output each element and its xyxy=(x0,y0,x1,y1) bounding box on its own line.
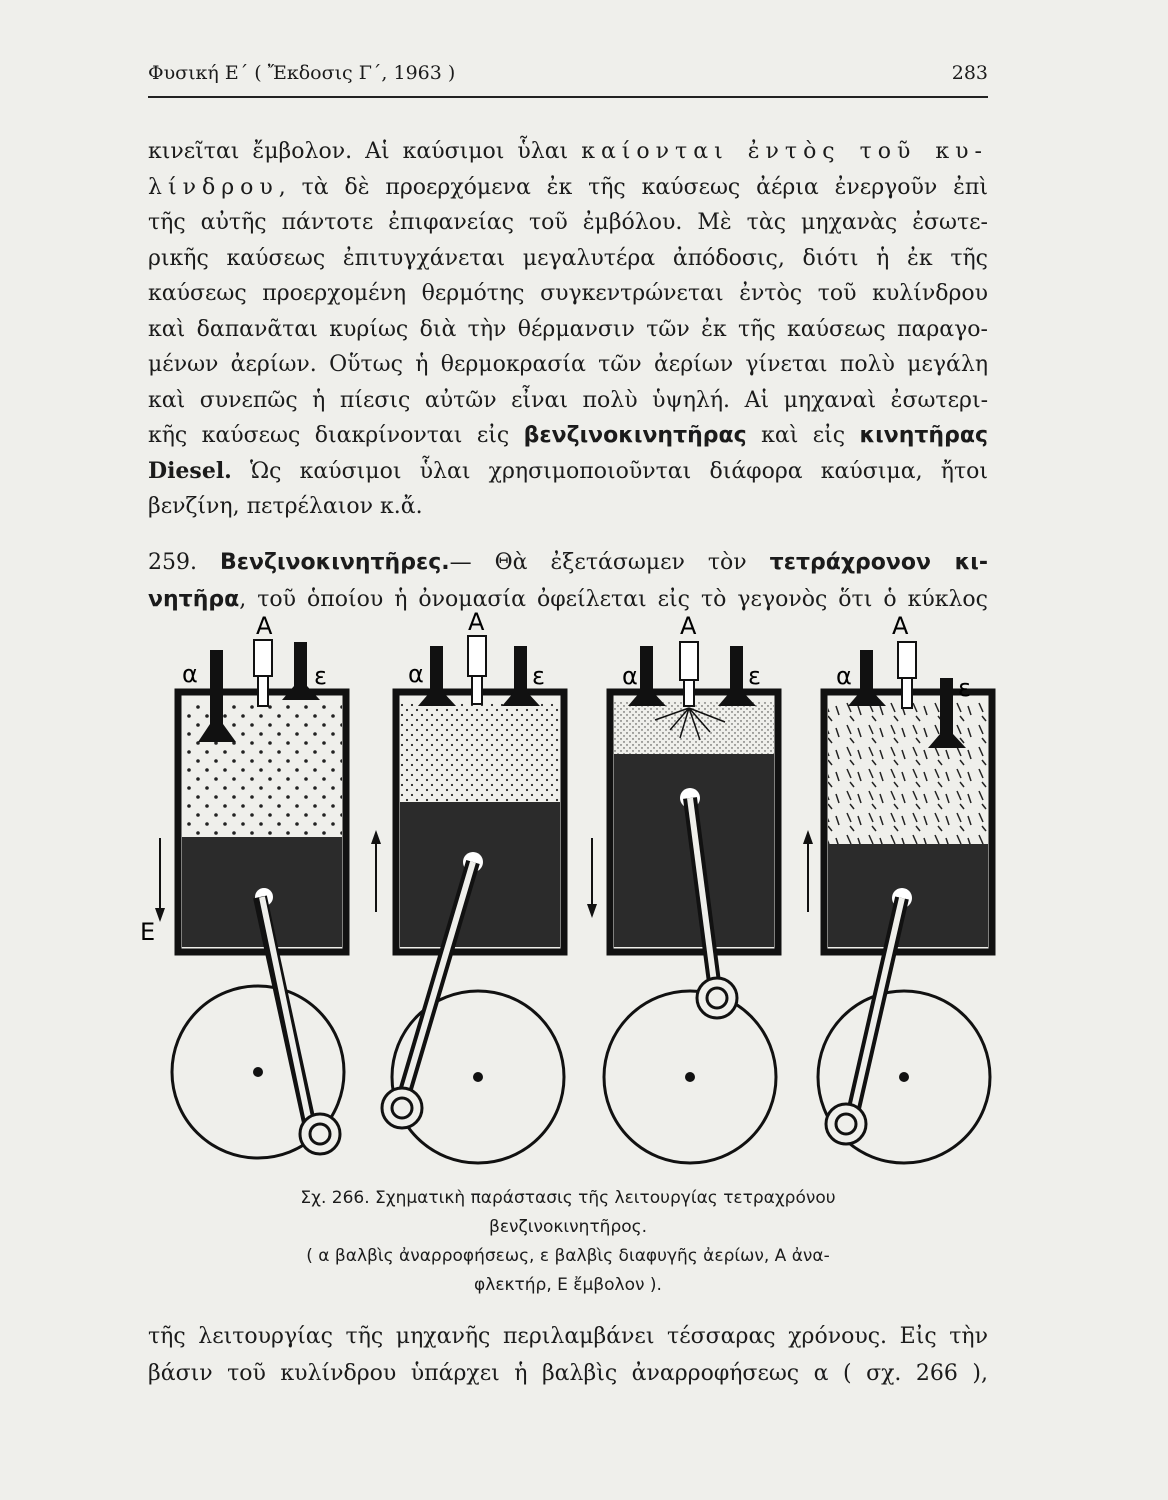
four-stroke-engine-diagram xyxy=(140,612,1000,1182)
figure-caption xyxy=(148,1184,988,1300)
text-line: μένων ἀερίων. Οὕτως ἡ θερμοκρασία τῶν ἀερίων γίνεται πολὺ μεγάλη xyxy=(148,352,988,377)
running-title: Φυσική Ε΄ ( Ἔκδοσις Γ΄, 1963 ) xyxy=(148,62,456,84)
label-exhaust-valve-3: ε xyxy=(748,662,761,690)
label-piston: Ε xyxy=(140,918,156,946)
label-spark-plug-1: A xyxy=(256,612,273,640)
running-header xyxy=(148,62,988,84)
label-exhaust-valve-2: ε xyxy=(532,662,545,690)
label-spark-plug-3: A xyxy=(680,612,697,640)
caption-line: βενζινοκινητῆρος. xyxy=(488,1217,648,1237)
section-heading-line: 259. Βενζινοκινητῆρες.— Θὰ ἐξετάσωμεν τὸν τετράχρονον κι- xyxy=(148,550,988,575)
label-spark-plug-2: A xyxy=(468,612,485,636)
text-line: βενζίνη, πετρέλαιον κ.ἄ. xyxy=(148,494,423,519)
caption-line: Σχ. 266. Σχηματικὴ παράστασις τῆς λειτουργίας τετραχρόνου xyxy=(300,1188,836,1208)
label-exhaust-valve-1: ε xyxy=(314,662,327,690)
emphasis-text: λίνδρου xyxy=(148,174,279,200)
cylinder-power xyxy=(587,642,778,1163)
label-intake-valve-1: α xyxy=(182,660,198,688)
text-line: Diesel. Ὡς καύσιμοι ὗλαι χρησιμοποιοῦνται διάφορα καύσιμα, ἤτοι xyxy=(148,457,988,484)
section-paragraph xyxy=(148,544,988,618)
section-number: 259. xyxy=(148,550,197,575)
text-line: τῆς λειτουργίας τῆς μηχανῆς περιλαμβάνει τέσσαρας χρόνους. Εἰς τὴν xyxy=(148,1324,988,1349)
cylinder-exhaust xyxy=(803,642,992,1163)
label-intake-valve-2: α xyxy=(408,660,424,688)
label-spark-plug-4: A xyxy=(892,612,909,640)
term-engine: νητῆρα xyxy=(148,587,240,612)
text-line: λίνδρου, τὰ δὲ προερχόμενα ἐκ τῆς καύσεως ἀέρια ἐνεργοῦν ἐπὶ xyxy=(148,174,988,200)
caption-line: ( α βαλβὶς ἀναρροφήσεως, ε βαλβὶς διαφυγῆς ἀερίων, Α ἀνα- xyxy=(306,1246,830,1266)
page-number: 283 xyxy=(951,62,988,84)
text-line: τῆς αὐτῆς πάντοτε ἐπιφανείας τοῦ ἐμβόλου. Μὲ τὰς μηχανὰς ἐσωτε- xyxy=(148,210,988,235)
text-line: καύσεως προερχομένη θερμότης συγκεντρώνεται ἐντὸς τοῦ κυλίνδρου xyxy=(148,281,988,306)
text-line: βάσιν τοῦ κυλίνδρου ὑπάρχει ἡ βαλβὶς ἀναρροφήσεως α ( σχ. 266 ), xyxy=(148,1361,988,1386)
header-rule xyxy=(148,96,988,98)
emphasis-text: καίονται ἐντὸς τοῦ κυ- xyxy=(581,139,988,164)
caption-line: φλεκτήρ, Ε ἔμβολον ). xyxy=(474,1275,662,1295)
text-line: καὶ συνεπῶς ἡ πίεσις αὐτῶν εἶναι πολὺ ὑψηλή. Αἱ μηχαναὶ ἐσωτερι- xyxy=(148,387,988,413)
section-title: Βενζινοκινητῆρες. xyxy=(219,550,450,575)
bottom-paragraph xyxy=(148,1318,988,1392)
cylinder-compression xyxy=(371,636,564,1163)
term-engines: κινητῆρας xyxy=(859,423,989,448)
text-line: καὶ δαπανᾶται κυρίως διὰ τὴν θέρμανσιν τῶν ἐκ τῆς καύσεως παραγο- xyxy=(148,316,988,342)
cylinder-intake xyxy=(155,640,346,1158)
label-intake-valve-3: α xyxy=(622,662,638,690)
term-petrol-engines: βενζινοκινητῆρας xyxy=(523,423,747,448)
label-intake-valve-4: α xyxy=(836,662,852,690)
text-line: ρικῆς καύσεως ἐπιτυγχάνεται μεγαλυτέρα ἀπόδοσις, διότι ἡ ἐκ τῆς xyxy=(148,245,988,271)
body-paragraph xyxy=(148,134,988,525)
term-diesel: Diesel. xyxy=(148,457,232,484)
text-line: κῆς καύσεως διακρίνονται εἰς βενζινοκινητῆρας καὶ εἰς κινητῆρας xyxy=(148,423,989,448)
label-exhaust-valve-4: ε xyxy=(958,674,971,702)
term-four-stroke: τετράχρονον κι- xyxy=(769,550,988,575)
text-line: νητῆρα, τοῦ ὁποίου ἡ ὀνομασία ὀφείλεται εἰς τὸ γεγονὸς ὅτι ὁ κύκλος xyxy=(148,587,988,612)
text-line: κινεῖται ἔμβολον. Αἱ καύσιμοι ὗλαι καίονται ἐντὸς τοῦ κυ- xyxy=(148,139,988,164)
